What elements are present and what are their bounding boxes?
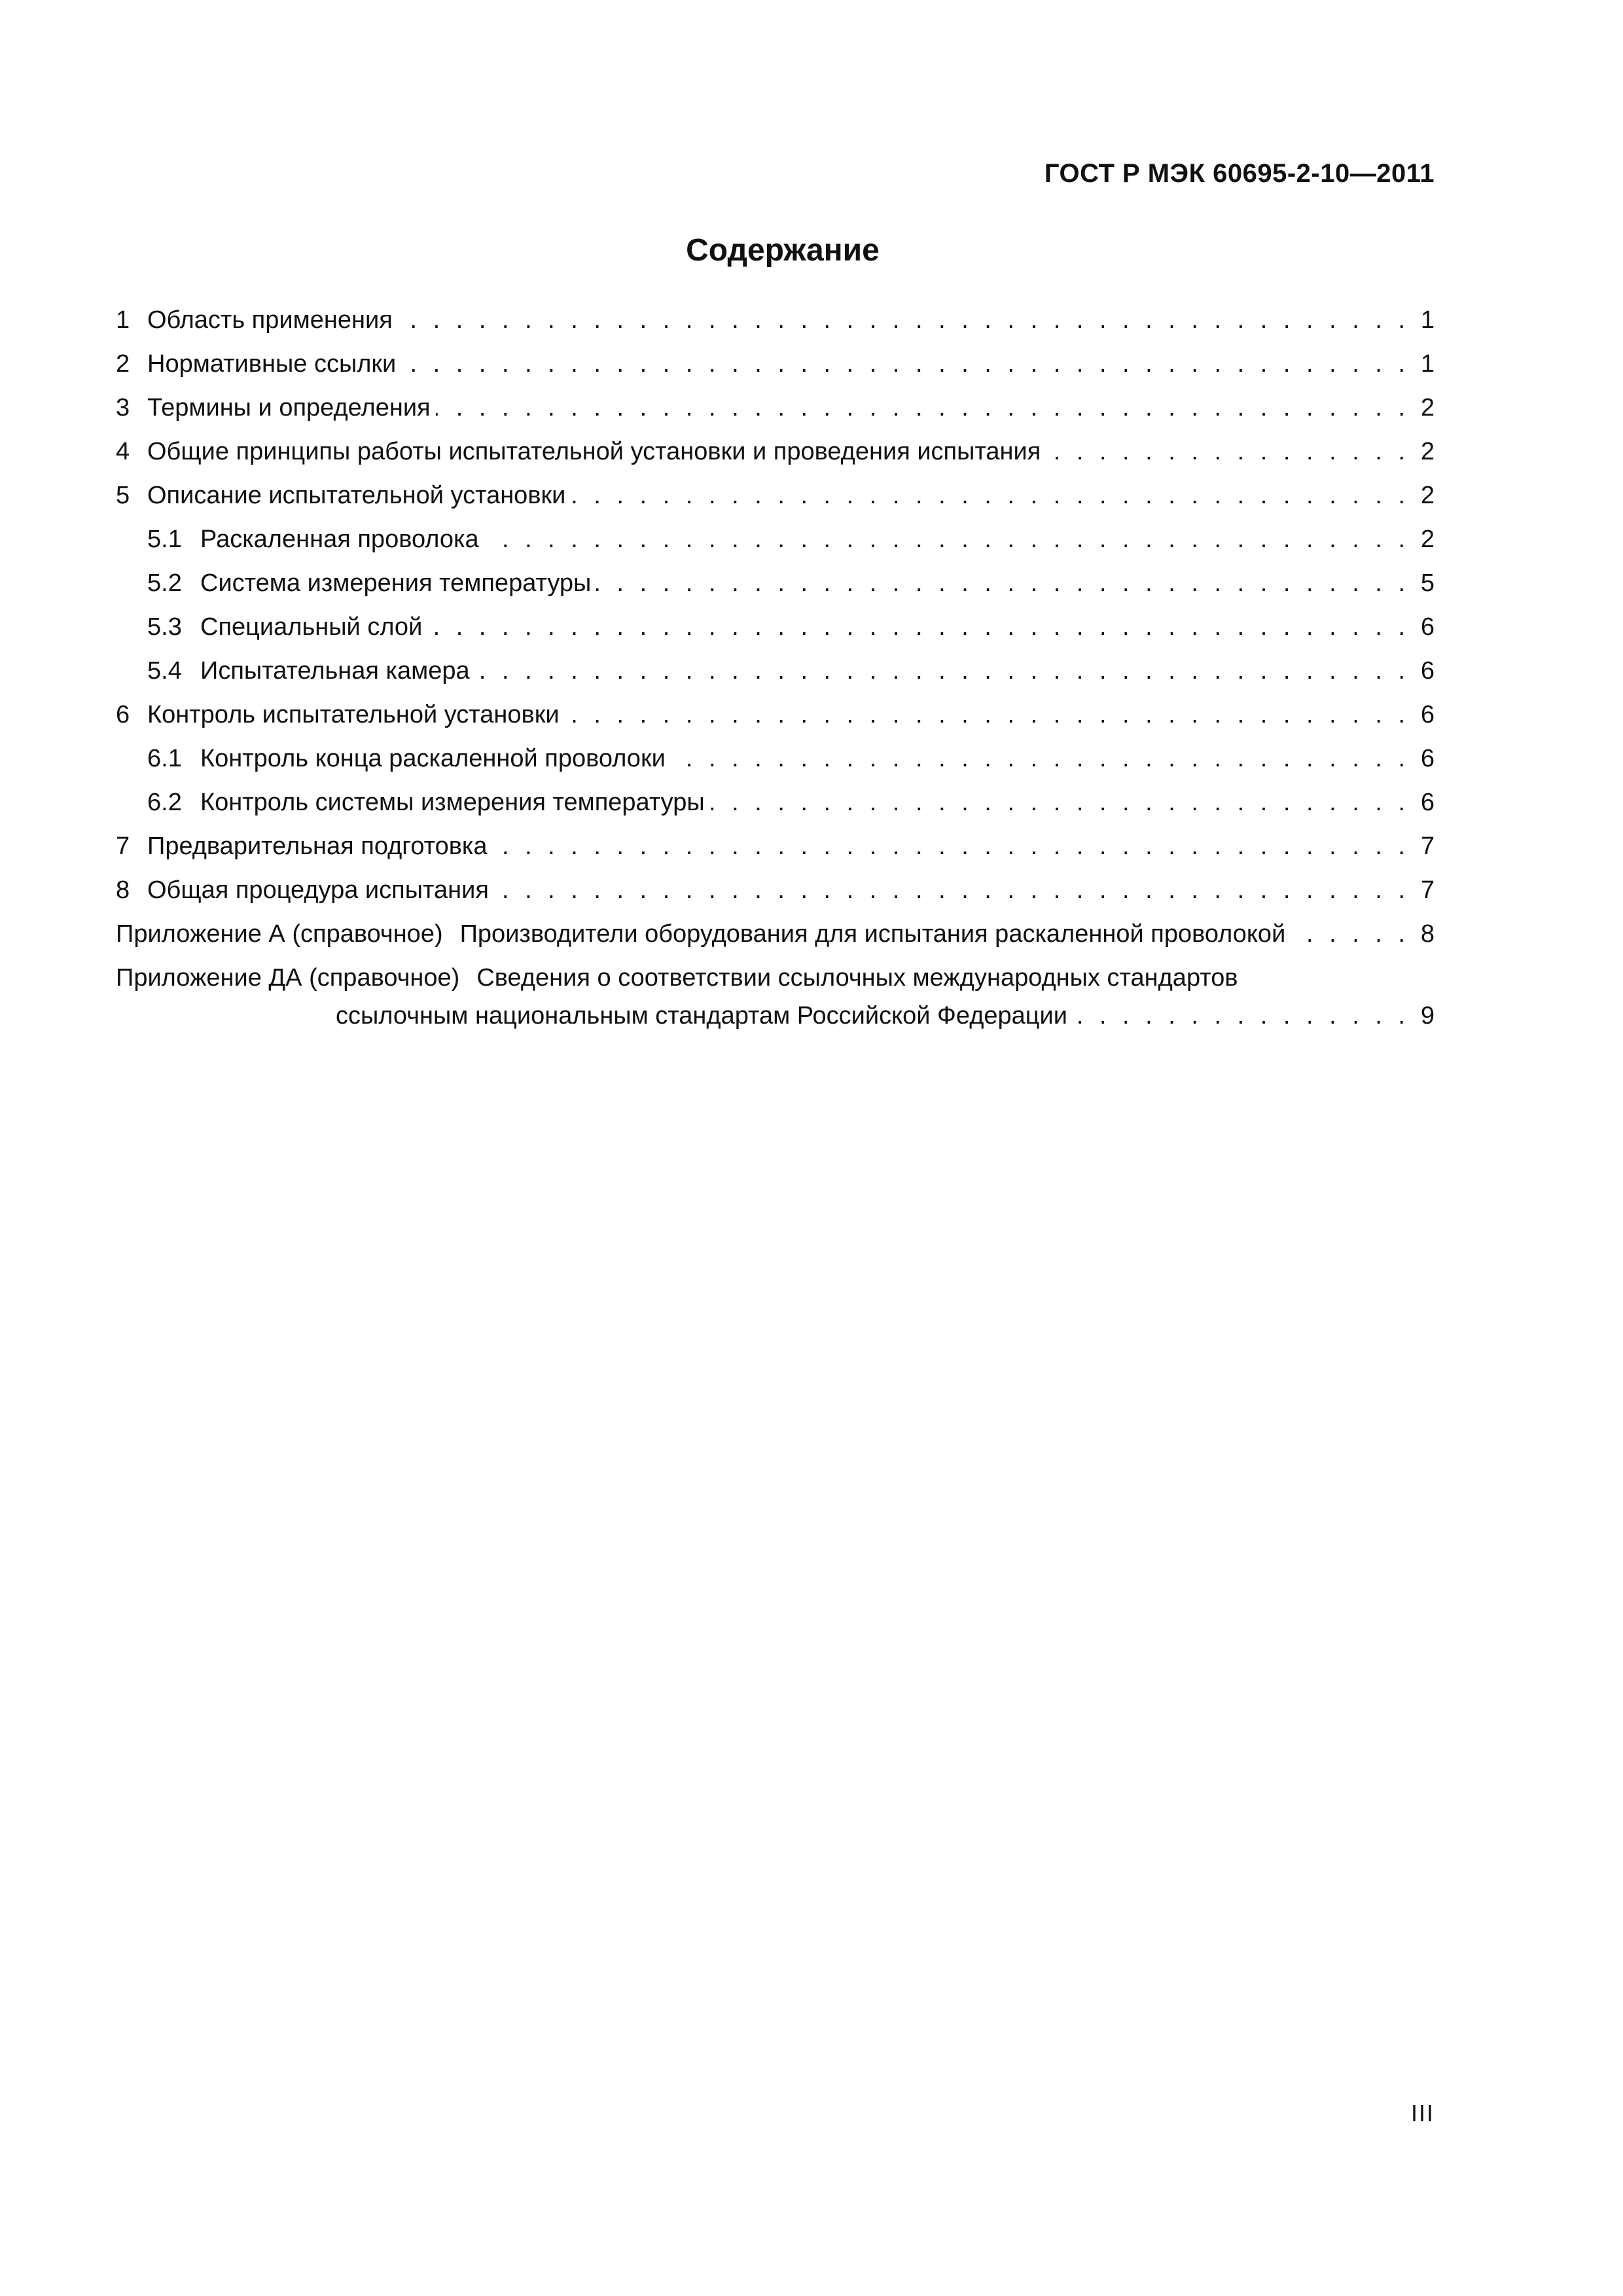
toc-entry-label	[116, 912, 1291, 956]
toc-entry-text: Испытательная камера	[200, 657, 470, 685]
toc-entry-page: 7	[1410, 869, 1435, 912]
toc-entry[interactable]	[116, 869, 1435, 912]
toc-entry-page: 2	[1410, 386, 1435, 430]
dot-leader	[475, 649, 1410, 693]
toc-entry-page: 9	[1410, 994, 1435, 1038]
dot-leader	[1046, 430, 1410, 474]
toc-entry-number: 5.1	[147, 526, 182, 553]
toc-appendix-entry[interactable]	[116, 956, 1435, 994]
toc-entry-text: Контроль конца раскаленной проволоки	[200, 745, 666, 772]
toc-entry-text: Предварительная подготовка	[147, 833, 488, 860]
toc-entry-page: 1	[1410, 342, 1435, 386]
toc-entry-number: 4	[116, 438, 130, 465]
toc-entry-text: Контроль испытательной установки	[147, 701, 560, 728]
toc-entry-text: Термины и определения	[147, 394, 431, 422]
toc-entry-text: Контроль системы измерения температуры	[200, 789, 705, 816]
toc-appendix-label: Приложение А (справочное)	[116, 920, 443, 948]
toc-entry-label	[116, 430, 1046, 474]
toc-entry-text: Производители оборудования для испытания раскаленной проволокой	[459, 920, 1286, 948]
toc-entry[interactable]	[116, 430, 1435, 474]
toc-entry-page: 6	[1410, 649, 1435, 693]
toc-entry-number: 6.2	[147, 789, 182, 816]
table-of-contents	[116, 298, 1435, 1038]
toc-entry-label	[116, 693, 565, 737]
toc-entry-page: 6	[1410, 737, 1435, 781]
toc-entry-text: Область применения	[147, 306, 393, 334]
toc-entry-number: 5.4	[147, 657, 182, 685]
toc-entry-page: 7	[1410, 825, 1435, 869]
toc-entry[interactable]	[116, 693, 1435, 737]
toc-entry-label	[116, 298, 398, 342]
toc-entry-text: Система измерения температуры	[200, 569, 592, 597]
toc-entry-label	[147, 781, 710, 825]
toc-entry-number: 5.2	[147, 569, 182, 597]
toc-entry-number: 2	[116, 350, 130, 378]
toc-entry-page: 2	[1410, 474, 1435, 518]
toc-entry-text: Описание испытательной установки	[147, 482, 566, 509]
toc-entry-label	[116, 869, 494, 912]
dot-leader	[596, 562, 1410, 605]
toc-appendix-entry[interactable]	[116, 912, 1435, 956]
dot-leader	[1073, 994, 1410, 1038]
toc-entry-page: 8	[1410, 912, 1435, 956]
toc-entry-number: 1	[116, 306, 130, 334]
toc-entry[interactable]	[116, 474, 1435, 518]
toc-entry-text: Раскаленная проволока	[200, 526, 479, 553]
toc-entry-number: 7	[116, 833, 130, 860]
toc-entry[interactable]	[116, 298, 1435, 342]
toc-entry-page: 6	[1410, 605, 1435, 649]
toc-entry-label	[116, 386, 436, 430]
toc-entry-number: 6	[116, 701, 130, 728]
toc-entry[interactable]	[116, 386, 1435, 430]
toc-entry-label	[116, 956, 1238, 1000]
toc-entry-page: 2	[1410, 518, 1435, 562]
toc-entry-label	[147, 737, 671, 781]
toc-appendix-label: Приложение ДА (справочное)	[116, 964, 460, 992]
toc-entry-text: Специальный слой	[200, 613, 423, 641]
toc-entry-page: 6	[1410, 781, 1435, 825]
toc-entry-page: 5	[1410, 562, 1435, 605]
toc-entry-number: 3	[116, 394, 130, 422]
toc-subentry[interactable]	[116, 781, 1435, 825]
dot-leader	[565, 693, 1410, 737]
toc-entry-label	[116, 474, 571, 518]
toc-entry[interactable]	[116, 825, 1435, 869]
document-code: ГОСТ Р МЭК 60695-2-10—2011	[1044, 159, 1435, 188]
dot-leader	[1291, 912, 1410, 956]
dot-leader	[494, 869, 1410, 912]
toc-subentry[interactable]	[116, 562, 1435, 605]
toc-subentry[interactable]	[116, 605, 1435, 649]
toc-entry-number: 5	[116, 482, 130, 509]
toc-subentry[interactable]	[116, 518, 1435, 562]
toc-entry-number: 5.3	[147, 613, 182, 641]
toc-entry-text: Общие принципы работы испытательной установки и проведения испытания	[147, 438, 1041, 465]
toc-entry[interactable]	[116, 342, 1435, 386]
toc-entry-page: 1	[1410, 298, 1435, 342]
toc-entry-label	[116, 342, 401, 386]
dot-leader	[493, 825, 1410, 869]
dot-leader	[398, 298, 1410, 342]
toc-entry-page: 6	[1410, 693, 1435, 737]
dot-leader	[436, 386, 1410, 430]
dot-leader	[671, 737, 1410, 781]
toc-appendix-entry-continuation[interactable]	[116, 994, 1435, 1038]
toc-entry-label	[147, 649, 475, 693]
toc-entry-label	[147, 562, 596, 605]
dot-leader	[710, 781, 1410, 825]
toc-subentry[interactable]	[116, 737, 1435, 781]
toc-entry-page: 2	[1410, 430, 1435, 474]
toc-entry-text: Сведения о соответствии ссылочных международных стандартов	[476, 964, 1238, 992]
page-number: III	[1410, 2100, 1435, 2126]
toc-entry-label	[116, 825, 493, 869]
dot-leader	[401, 342, 1410, 386]
dot-leader	[484, 518, 1410, 562]
toc-subentry[interactable]	[116, 649, 1435, 693]
toc-entry-text-continuation: ссылочным национальным стандартам Российской Федерации	[336, 994, 1073, 1038]
dot-leader	[571, 474, 1410, 518]
toc-title: Содержание	[686, 233, 880, 268]
toc-entry-number: 6.1	[147, 745, 182, 772]
toc-entry-text: Нормативные ссылки	[147, 350, 397, 378]
toc-entry-number: 8	[116, 876, 130, 904]
dot-leader	[427, 605, 1410, 649]
toc-entry-label	[147, 518, 484, 562]
toc-entry-label	[147, 605, 427, 649]
toc-entry-text: Общая процедура испытания	[147, 876, 489, 904]
